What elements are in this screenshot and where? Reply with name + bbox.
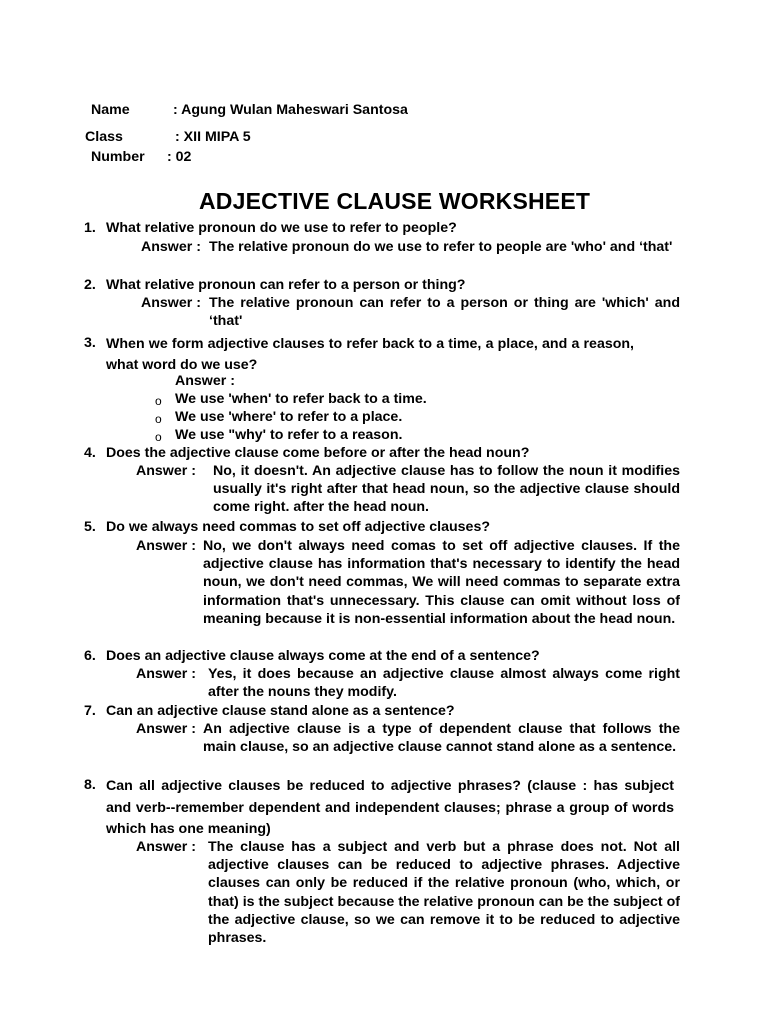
question-text: What relative pronoun can refer to a person or thing? bbox=[106, 277, 466, 293]
question-text: Does an adjective clause always come at the end of a sentence? bbox=[106, 648, 540, 664]
question-text: What relative pronoun do we use to refer to people? bbox=[106, 220, 457, 236]
answer-text: An adjective clause is a type of dependent clause that follows the main clause, so an adjective clause cannot stand alone as a sentence. bbox=[203, 721, 680, 756]
number-value: : 02 bbox=[167, 149, 192, 165]
answer-text: Yes, it does because an adjective clause almost always come right after the nouns they modify. bbox=[208, 666, 680, 701]
question-text: Can all adjective clauses be reduced to adjective phrases? (clause : has subject and verb--remember dependent and independent clauses; phrase a group of words which has one meaning) bbox=[106, 778, 674, 837]
worksheet-title: ADJECTIVE CLAUSE WORKSHEET bbox=[199, 188, 591, 214]
answer-label: Answer : bbox=[136, 839, 196, 855]
answer-label: Answer : bbox=[141, 295, 201, 311]
question-text: Do we always need commas to set off adjective clauses? bbox=[106, 519, 490, 535]
class-label: Class bbox=[85, 129, 123, 145]
answer-text: The relative pronoun can refer to a person or thing are 'which' and ‘that' bbox=[209, 295, 680, 330]
answer-text: No, it doesn't. An adjective clause has to follow the noun it modifies usually it's right after that head noun, so the adjective clause should come right. after the head noun. bbox=[213, 463, 680, 516]
bullet-item: We use 'where' to refer to a place. bbox=[175, 409, 403, 425]
answer-text: The relative pronoun do we use to refer to people are 'who' and ‘that' bbox=[209, 239, 673, 255]
bullet-marker: o bbox=[155, 394, 162, 408]
number-label: Number bbox=[91, 149, 145, 165]
question-text: Can an adjective clause stand alone as a sentence? bbox=[106, 703, 455, 719]
question-text: Does the adjective clause come before or after the head noun? bbox=[106, 445, 530, 461]
bullet-marker: o bbox=[155, 412, 162, 426]
answer-label: Answer : bbox=[141, 239, 201, 255]
question-number: 3. bbox=[84, 335, 96, 351]
answer-label: Answer : bbox=[136, 538, 196, 554]
question-number: 5. bbox=[84, 519, 96, 535]
question-number: 8. bbox=[84, 777, 96, 793]
bullet-item: We use 'when' to refer back to a time. bbox=[175, 391, 427, 407]
bullet-marker: o bbox=[155, 430, 162, 444]
question-number: 4. bbox=[84, 445, 96, 461]
bullet-item: We use "why' to refer to a reason. bbox=[175, 427, 403, 443]
answer-label: Answer : bbox=[136, 463, 196, 479]
name-label: Name bbox=[91, 102, 130, 118]
question-number: 6. bbox=[84, 648, 96, 664]
answer-label: Answer : bbox=[136, 666, 196, 682]
answer-label: Answer : bbox=[175, 373, 235, 389]
class-value: : XII MIPA 5 bbox=[175, 129, 251, 145]
question-number: 1. bbox=[84, 220, 96, 236]
answer-label: Answer : bbox=[136, 721, 196, 737]
name-value: : Agung Wulan Maheswari Santosa bbox=[173, 102, 408, 118]
answer-text: No, we don't always need comas to set off adjective clauses. If the adjective clause has information that's necessary to identify the head noun, we don't need commas, We will need commas to separate extra information that's unnecessary. This clause can omit without loss of meaning because it is non-essential information about the head noun. bbox=[203, 538, 680, 627]
answer-text: The clause has a subject and verb but a phrase does not. Not all adjective clauses can be reduced to adjective phrases. Adjective clauses can only be reduced if the relative pronoun (who, which, or that) is the subject because the relative pronoun can be the subject of the adjective clause, so we can remove it to be reduced to adjective phrases. bbox=[208, 839, 680, 947]
question-number: 2. bbox=[84, 277, 96, 293]
question-number: 7. bbox=[84, 703, 96, 719]
question-text: When we form adjective clauses to refer back to a time, a place, and a reason, what word do we use? bbox=[106, 336, 634, 373]
